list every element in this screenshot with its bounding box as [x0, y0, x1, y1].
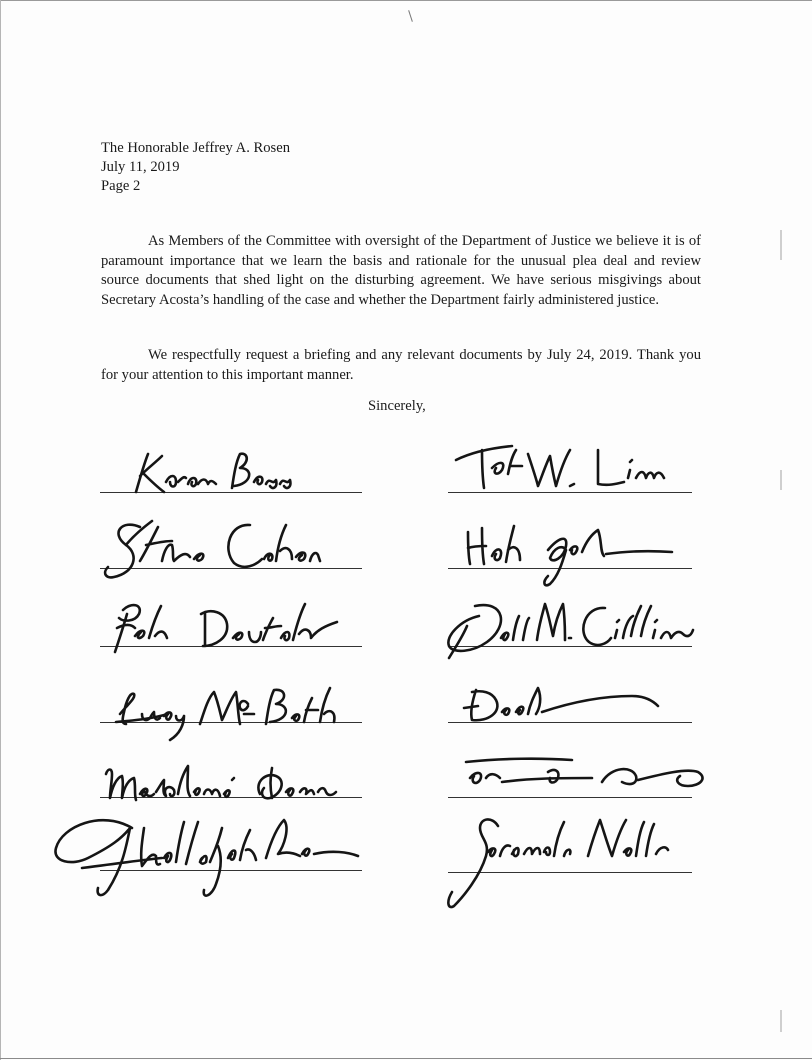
scan-edge-left [0, 0, 1, 1060]
closing-salutation: Sincerely, [368, 398, 426, 414]
signature-ted-deutch [105, 598, 340, 658]
page-number-line: Page 2 [101, 178, 141, 194]
date-line: July 11, 2019 [101, 159, 180, 175]
scan-edge-top [0, 0, 812, 1]
signature-steve-cohen [100, 515, 320, 590]
signature-karen-bass [130, 448, 300, 498]
letter-heading [101, 139, 290, 196]
body-paragraph-2: We respectfully request a briefing and any relevant documents by July 24, 2019. Thank you for your attention to this important manner. [101, 347, 701, 383]
recipient-line: The Honorable Jeffrey A. Rosen [101, 140, 290, 156]
scan-mark [780, 1010, 782, 1032]
signature-line [448, 797, 692, 798]
signature-lucy-mcbath [110, 684, 340, 744]
scan-mark [408, 10, 413, 22]
scan-mark [780, 470, 782, 490]
signature-sheila-jackson-lee [52, 808, 362, 908]
signature-joe-neguse [462, 752, 712, 796]
signature-madeleine-dean [100, 758, 340, 808]
signature-david-cicilline [445, 596, 695, 662]
signature-line [448, 492, 692, 493]
signature-ted-lieu [452, 440, 682, 492]
signature-jerrold-nadler [440, 812, 670, 912]
signature-debbie-mucarsel-powell [462, 682, 662, 724]
body-paragraph-1: As Members of the Committee with oversight of the Department of Justice we believe it is of paramount importance that we learn the basis and rationale for the unusual plea deal and review source documents that shed light on the disturbing agreement. We have serious misgivings about Secretary Acosta’s handling of the case and whether the Department fairly administered justice. [101, 233, 701, 308]
scan-edge-bottom [0, 1058, 812, 1059]
scan-mark [780, 230, 782, 260]
signature-hank-johnson [462, 520, 677, 588]
